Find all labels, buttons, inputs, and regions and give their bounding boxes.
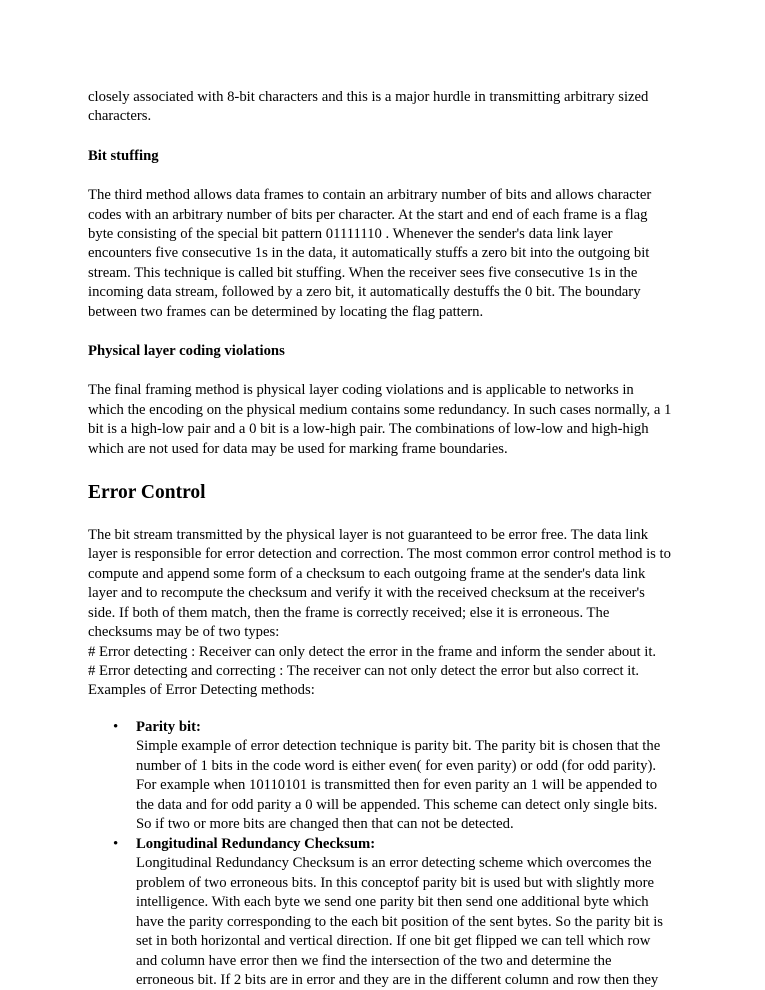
- paragraph-examples-of-error-detecting-methods: Examples of Error Detecting methods:: [88, 682, 315, 699]
- paragraph-error-detecting-correcting: # Error detecting and correcting : The receiver can not only detect the error but also correct it.: [88, 662, 640, 679]
- paragraph-error-detecting: # Error detecting : Receiver can only detect the error in the frame and inform the sender about it.: [88, 643, 657, 660]
- spacer: [88, 166, 673, 186]
- list-item-title: • Parity bit:: [136, 718, 201, 735]
- list-item: [136, 718, 673, 835]
- paragraph-intro-continuation: closely associated with 8-bit characters and this is a major hurdle in transmitting arbitrary sized characters.: [88, 89, 649, 125]
- list-item-text: Longitudinal Redundancy Checksum is an error detecting scheme which overcomes the problem of two erroneous bits. In this conceptof parity bit is used but with slightly more intelligence. With each byte we send one parity bit then send one additional byte which have the parity corresponding to the each bit position of the sent bytes. So the parity bit is set in both horizontal and vertical direction. If one bit get flipped we can tell which row and column have error then we find the intersection of the two and determine the erroneous bit. If 2 bits are in error and they are in the different column and row then they: [136, 855, 664, 989]
- heading-physical-layer-coding-violations: Physical layer coding violations: [88, 343, 285, 360]
- spacer: [88, 361, 673, 381]
- spacer: [88, 127, 673, 147]
- error-detecting-methods-list: [88, 718, 673, 990]
- heading-bit-stuffing: Bit stuffing: [88, 147, 159, 164]
- heading-error-control: Error Control: [88, 482, 206, 504]
- list-item: [136, 835, 673, 990]
- spacer: [88, 701, 673, 718]
- spacer: [88, 322, 673, 342]
- document-body: [88, 88, 673, 990]
- spacer: [88, 459, 673, 481]
- list-item-text: Simple example of error detection technique is parity bit. The parity bit is chosen that the number of 1 bits in the code word is either even( for even parity) or odd (for odd parity). For example when 10110101 is transmitted then for even parity an 1 will be appended to the data and for odd parity a 0 will be appended. This scheme can detect only single bits. So if two or more bits are changed then that can not be detected.: [136, 738, 661, 833]
- list-item-title: • Longitudinal Redundancy Checksum:: [136, 835, 376, 852]
- spacer: [88, 506, 673, 526]
- paragraph-error-control: The bit stream transmitted by the physical layer is not guaranteed to be error free. The data link layer is responsible for error detection and correction. The most common error control method is to compute and append some form of a checksum to each outgoing frame at the sender's data link layer and to recompute the checksum and verify it with the received checksum at the receiver's side. If both of them match, then the frame is correctly received; else it is erroneous. The checksums may be of two types:: [88, 526, 671, 641]
- paragraph-bit-stuffing: The third method allows data frames to contain an arbitrary number of bits and allows character codes with an arbitrary number of bits per character. At the start and end of each frame is a flag byte consisting of the special bit pattern 01111110 . Whenever the sender's data link layer encounters five consecutive 1s in the data, it automatically stuffs a zero bit into the outgoing bit stream. This technique is called bit stuffing. When the receiver sees five consecutive 1s in the incoming data stream, followed by a zero bit, it automatically destuffs the 0 bit. The boundary between two frames can be determined by locating the flag pattern.: [88, 187, 652, 320]
- paragraph-physical-layer-coding-violations: The final framing method is physical layer coding violations and is applicable to networks in which the encoding on the physical medium contains some redundancy. In such cases normally, a 1 bit is a high-low pair and a 0 bit is a low-high pair. The combinations of low-low and high-high which are not used for data may be used for marking frame boundaries.: [88, 382, 672, 457]
